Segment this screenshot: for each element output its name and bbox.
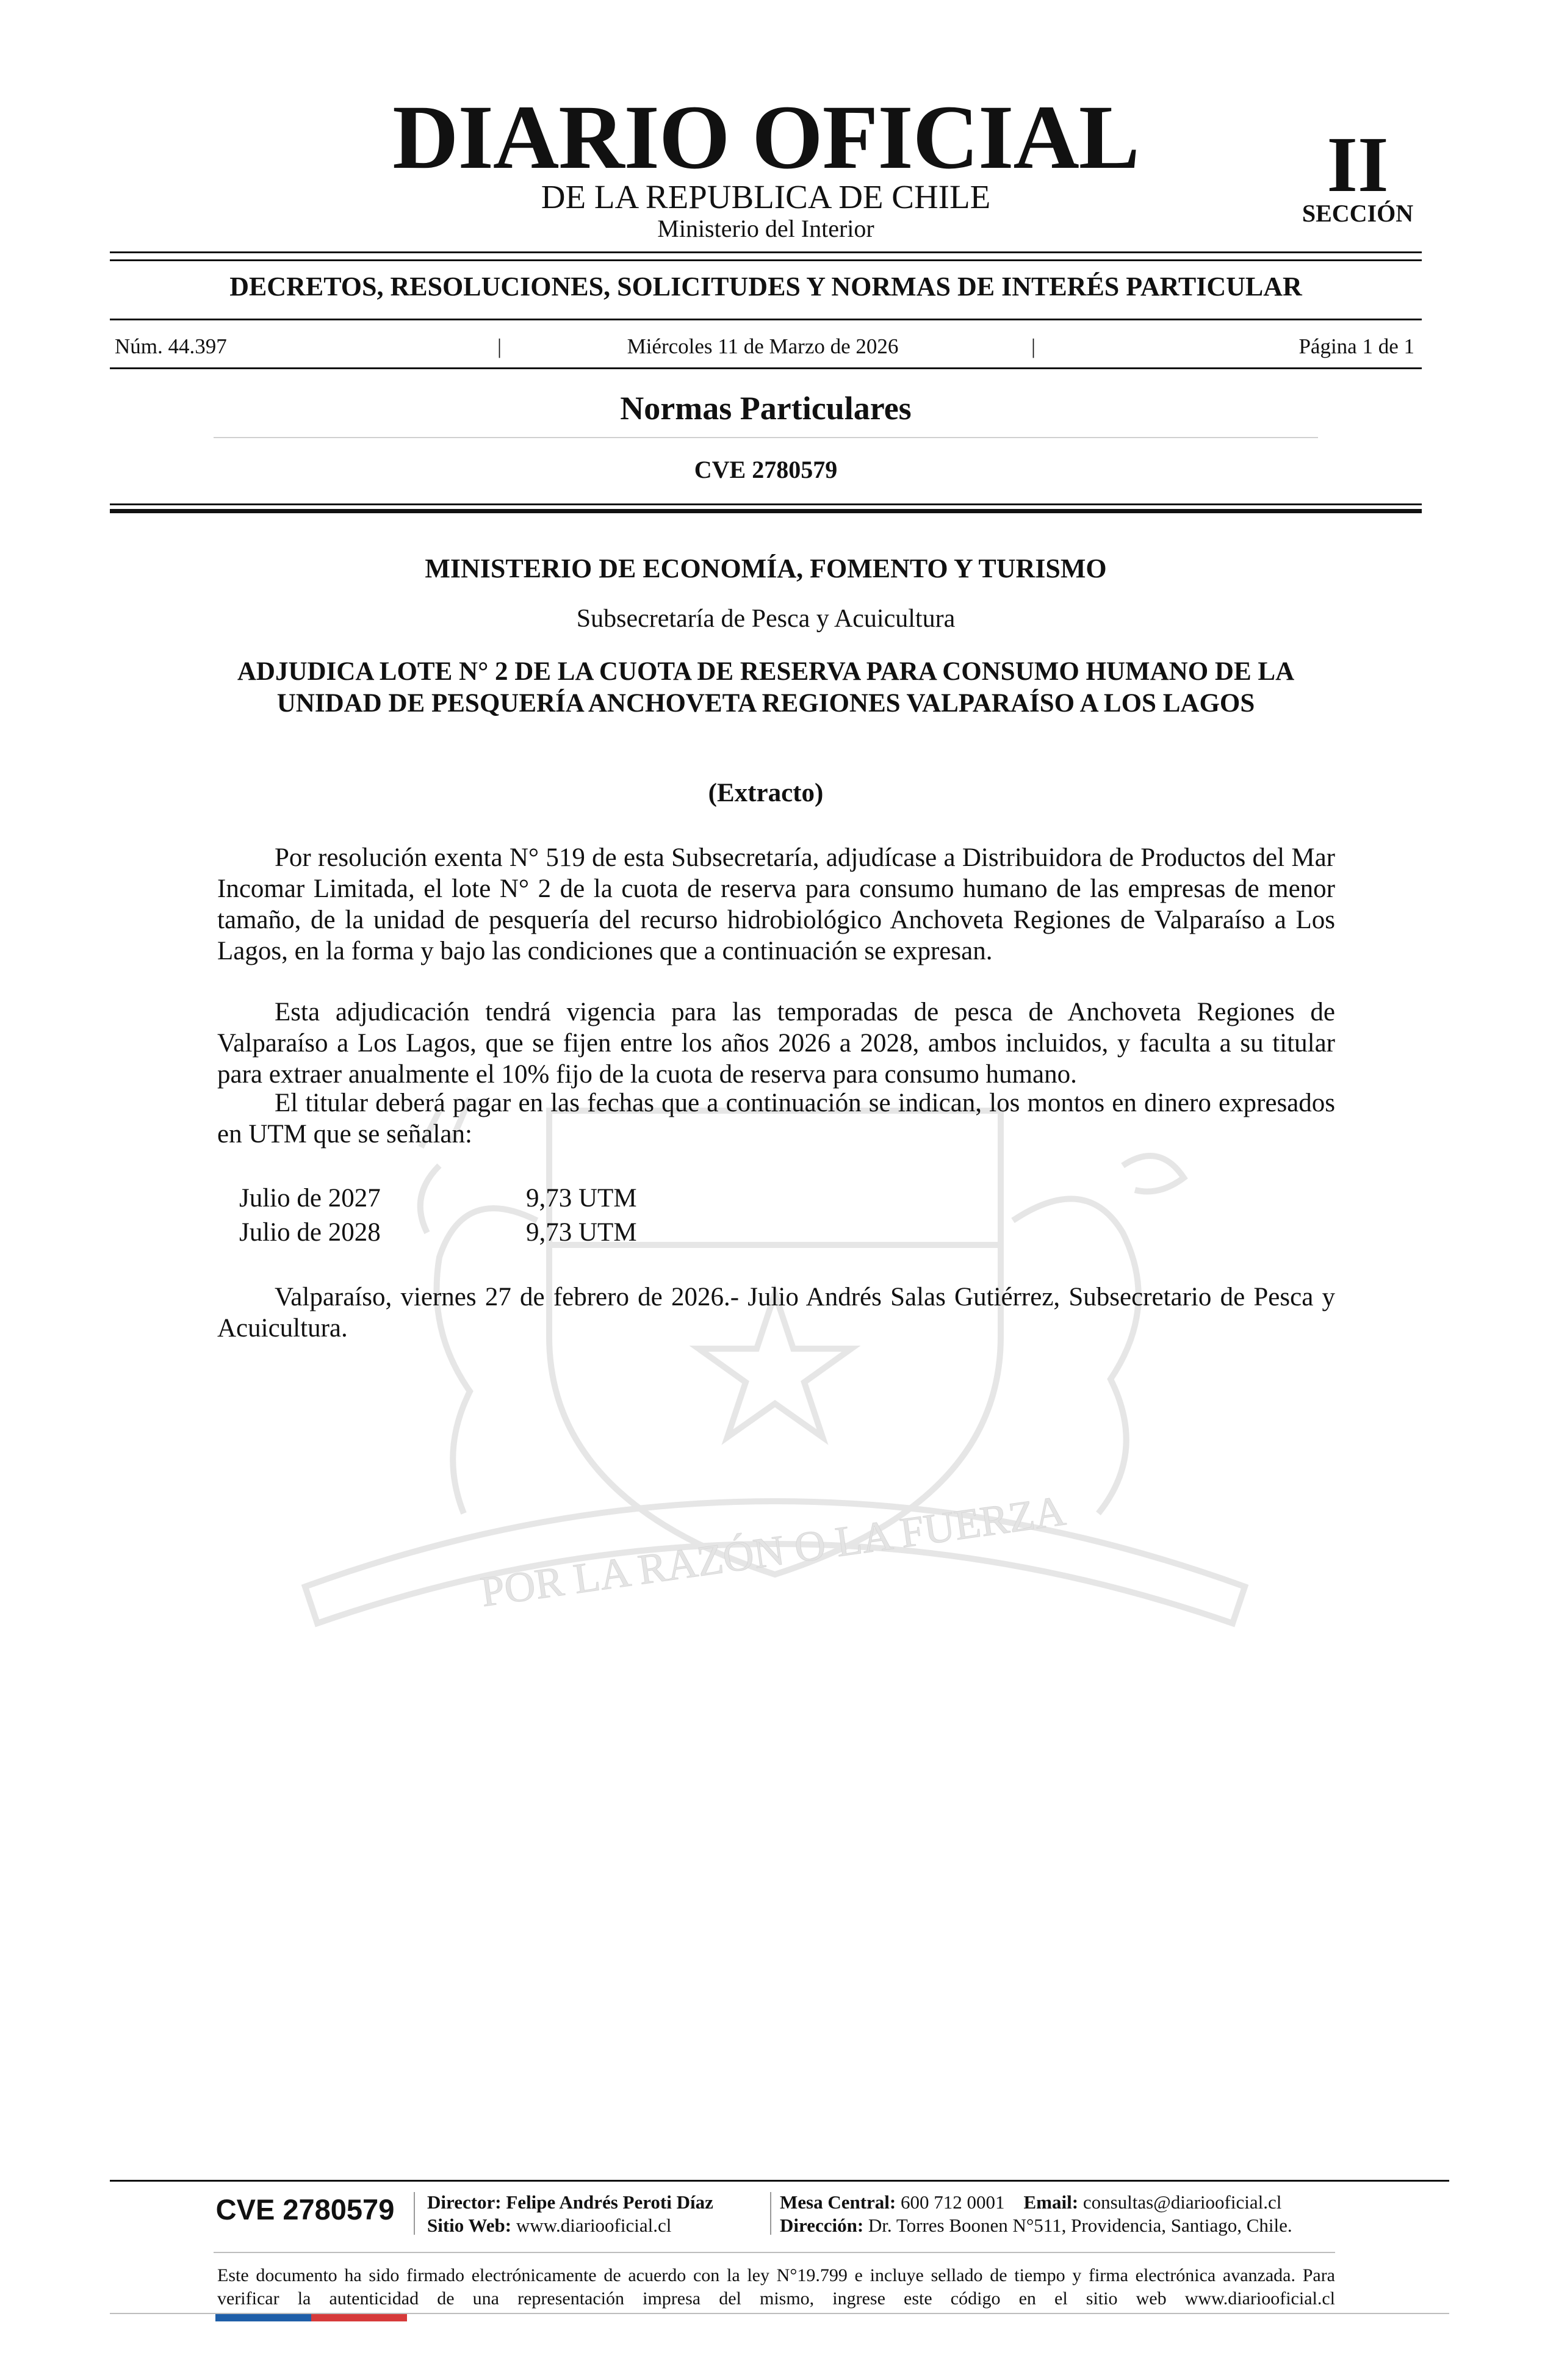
footer-director [427, 2191, 713, 2214]
document-headline: ADJUDICA LOTE N° 2 DE LA CUOTA DE RESERVA PARA CONSUMO HUMANO DE LA UNIDAD DE PESQUERÍA ANCHOVETA REGIONES VALPARAÍSO A LOS LAGOS [237, 657, 1295, 718]
section-banner: DECRETOS, RESOLUCIONES, SOLICITUDES Y NORMAS DE INTERÉS PARTICULAR [229, 272, 1302, 301]
issuing-subsecretaria: Subsecretaría de Pesca y Acuicultura [576, 605, 956, 633]
extracto-label: (Extracto) [708, 779, 824, 807]
masthead-ministry: Ministerio del Interior [657, 215, 874, 242]
footer-separator [770, 2192, 771, 2235]
masthead-title: DIARIO OFICIAL [392, 87, 1139, 188]
masthead-subtitle: DE LA REPUBLICA DE CHILE [541, 178, 991, 215]
cve-code: CVE 2780579 [694, 456, 838, 483]
section-label: SECCIÓN [1302, 200, 1414, 227]
banner-rule [110, 319, 1422, 320]
footer-website [427, 2214, 671, 2237]
info-separator: | [497, 334, 502, 358]
mesa-phone: 600 712 0001 [901, 2191, 1005, 2213]
header-rule-top [110, 503, 1422, 505]
watermark-motto: POR LA RAZÓN O LA FUERZA [477, 1487, 1068, 1617]
footer-inner-rule [214, 2252, 1335, 2253]
payment-date: Julio de 2027 [239, 1184, 381, 1213]
body-paragraph: Por resolución exenta N° 519 de esta Subsecretaría, adjudícase a Distribuidora de Productos del Mar Incomar Limitada, el lote N° 2 de la cuota de reserva para consumo humano de las empresas de menor tamaño, de la unidad de pesquería del recurso hidrobiológico Anchoveta Regiones de Valparaíso a Los Lagos, en la forma y bajo las condiciones que a continuación se expresan. [217, 843, 1335, 965]
footer-contact [780, 2191, 1281, 2214]
email-link[interactable]: consultas@diariooficial.cl [1082, 2191, 1282, 2213]
website-link[interactable]: www.diariooficial.cl [516, 2215, 672, 2236]
section-number: II [1327, 121, 1389, 209]
payment-amount: 9,73 UTM [526, 1184, 637, 1213]
issue-number: Núm. 44.397 [115, 334, 227, 358]
header-rule-thick [110, 509, 1422, 513]
footer-cve-code: CVE 2780579 [215, 2193, 395, 2226]
body-paragraph: El titular deberá pagar en las fechas que a continuación se indican, los montos en dinero expresados en UTM que se señalan: [217, 1089, 1335, 1149]
footer-address [780, 2214, 1292, 2237]
email-label: Email: [1023, 2191, 1079, 2213]
footer-legal-notice: Este documento ha sido firmado electrónicamente de acuerdo con la ley N°19.799 e incluye sellado de tiempo y firma electrónica avanzada. Para verificar la autenticidad de una representación impresa del mismo, ingrese este código en el sitio web www.diariooficial.cl [217, 2265, 1335, 2309]
footer-separator [414, 2192, 415, 2235]
masthead-rule-bottom [110, 259, 1422, 261]
footer-rule-top [110, 2180, 1449, 2182]
flag-stripe-red [311, 2314, 407, 2321]
address-label: Dirección: [780, 2215, 864, 2236]
page-indicator: Página 1 de 1 [1298, 334, 1414, 358]
payment-date: Julio de 2028 [239, 1218, 381, 1247]
closing-signature: Valparaíso, viernes 27 de febrero de 2026.- Julio Andrés Salas Gutiérrez, Subsecretario de Pesca y Acuicultura. [217, 1283, 1335, 1343]
director-name: Felipe Andrés Peroti Díaz [506, 2191, 713, 2213]
director-label: Director: [427, 2191, 502, 2213]
payment-amount: 9,73 UTM [526, 1218, 637, 1247]
info-separator: | [1031, 334, 1036, 358]
section-title-divider [214, 437, 1318, 438]
website-label: Sitio Web: [427, 2215, 512, 2236]
flag-stripe-blue [215, 2314, 311, 2321]
masthead-rule-top [110, 251, 1422, 253]
issue-date: Miércoles 11 de Marzo de 2026 [627, 334, 899, 358]
issuing-ministry: MINISTERIO DE ECONOMÍA, FOMENTO Y TURISMO [425, 554, 1107, 583]
mesa-label: Mesa Central: [780, 2191, 896, 2213]
body-paragraph: Esta adjudicación tendrá vigencia para las temporadas de pesca de Anchoveta Regiones de Valparaíso a Los Lagos, que se fijen entre los años 2026 a 2028, ambos incluidos, y faculta a su titular para extraer anualmente el 10% fijo de la cuota de reserva para consumo humano. [217, 998, 1335, 1089]
info-rule [110, 367, 1422, 369]
coat-of-arms-watermark [207, 1074, 1342, 1672]
section-title: Normas Particulares [620, 390, 912, 427]
address-value: Dr. Torres Boonen N°511, Providencia, Santiago, Chile. [868, 2215, 1292, 2236]
